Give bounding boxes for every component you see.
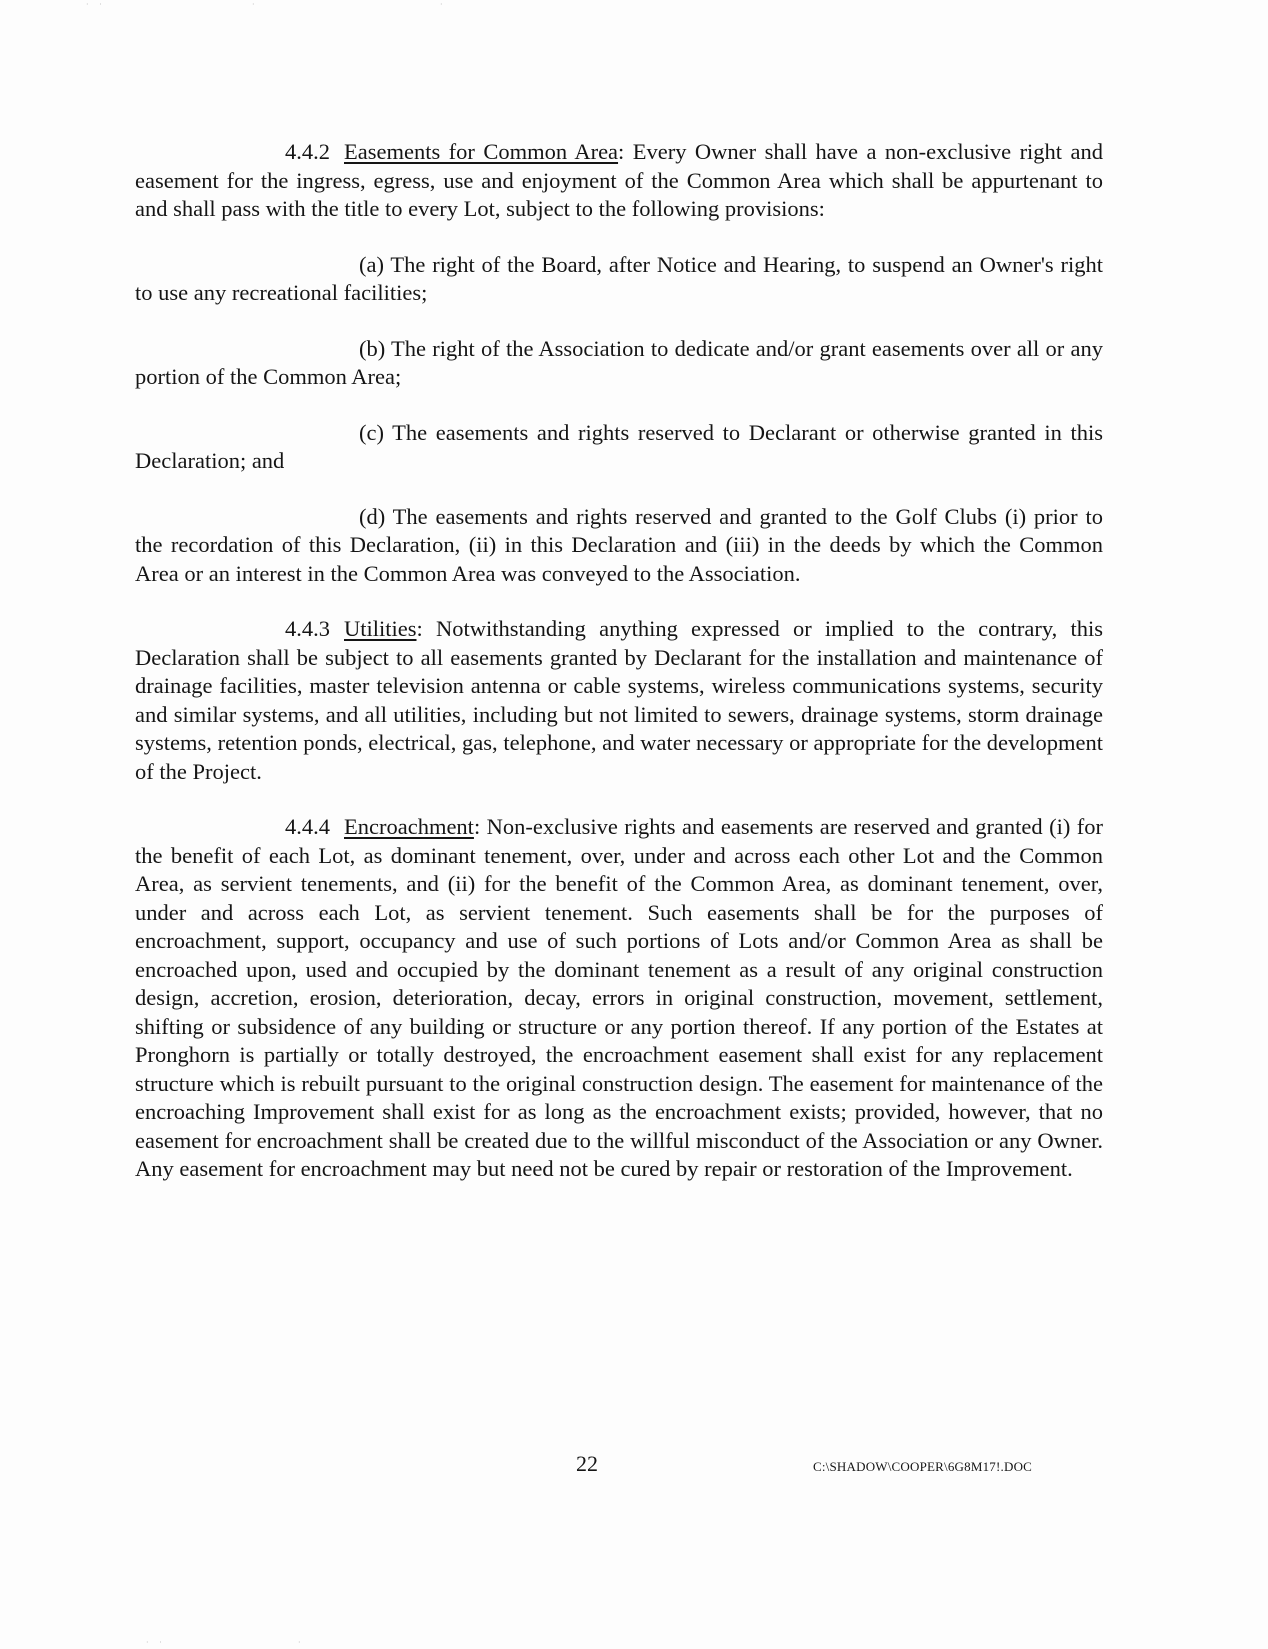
section-text: : Non-exclusive rights and easements are reserved and granted (i) for the benefit of each Lot, as dominant tenement, over, under and across each other Lot and the Common Area, as servient tenements, and (ii) for the benefit of the Common Area, as dominant tenement, over, under and across each Lot, as servient tenement. Such easements shall be for the purposes of encroachment, support, occupancy and use of such portions of Lots and/or Common Area as shall be encroached upon, used and occupied by the dominant tenement as a result of any original construction design, accretion, erosion, deterioration, decay, errors in original construction, movement, settlement, shifting or subsidence of any building or structure or any portion thereof. If any portion of the Estates at Pronghorn is partially or totally destroyed, the encroachment easement shall exist for any replacement structure which is rebuilt pursuant to the original construction design. The easement for maintenance of the encroaching Improvement shall exist for as long as the encroachment exists; provided, however, that no easement for encroachment shall be created due to the willful misconduct of the Association or any Owner. Any easement for encroachment may but need not be cured by repair or restoration of the Improvement. [135, 814, 1103, 1181]
scan-artifact-bottom-mid: · [298, 1638, 305, 1647]
page-number: 22 [576, 1451, 598, 1476]
section-number: 4.4.2 [285, 139, 330, 164]
provision-b: (b) The right of the Association to dedicate and/or grant easements over all or any portion of the Common Area; [135, 335, 1103, 389]
section-heading: Utilities [344, 616, 417, 641]
document-body [135, 138, 1103, 1211]
provision-c: (c) The easements and rights reserved to Declarant or otherwise granted in this Declaration; and [135, 419, 1103, 473]
section-heading: Encroachment [344, 814, 474, 839]
scan-artifact-top-left: · · [86, 0, 106, 9]
provision-d: (d) The easements and rights reserved and granted to the Golf Clubs (i) prior to the recordation of this Declaration, (ii) in this Declaration and (iii) in the deeds by which the Common Area or an interest in the Common Area was conveyed to the Association. [135, 503, 1103, 586]
section-text: : Notwithstanding anything expressed or implied to the contrary, this Declaration shall be subject to all easements granted by Declarant for the installation and maintenance of drainage facilities, master television antenna or cable systems, wireless communications systems, security and similar systems, and all utilities, including but not limited to sewers, drainage systems, storm drainage systems, retention ponds, electrical, gas, telephone, and water necessary or appropriate for the development of the Project. [135, 616, 1103, 784]
scan-artifact-top-mid: · [252, 0, 259, 9]
provision-a: (a) The right of the Board, after Notice and Hearing, to suspend an Owner's right to use any recreational facilities; [135, 251, 1103, 305]
section-4-4-2 [135, 138, 1103, 224]
section-number: 4.4.4 [285, 814, 330, 839]
section-heading: Easements for Common Area [344, 139, 619, 164]
section-number: 4.4.3 [285, 616, 330, 641]
file-path: C:\SHADOW\COOPER\6G8M17!.DOC [813, 1459, 1033, 1474]
section-text: : Every Owner shall have a non-exclusive right and easement for the ingress, egress, use and enjoyment of the Common Area which shall be appurtenant to and shall pass with the title to every Lot, subject to the following provisions: [135, 139, 1103, 221]
scan-artifact-bottom-left: · · [146, 1638, 166, 1647]
section-4-4-3 [135, 615, 1103, 786]
section-4-4-4 [135, 813, 1103, 1184]
scan-artifact-top-right: · [440, 0, 447, 9]
